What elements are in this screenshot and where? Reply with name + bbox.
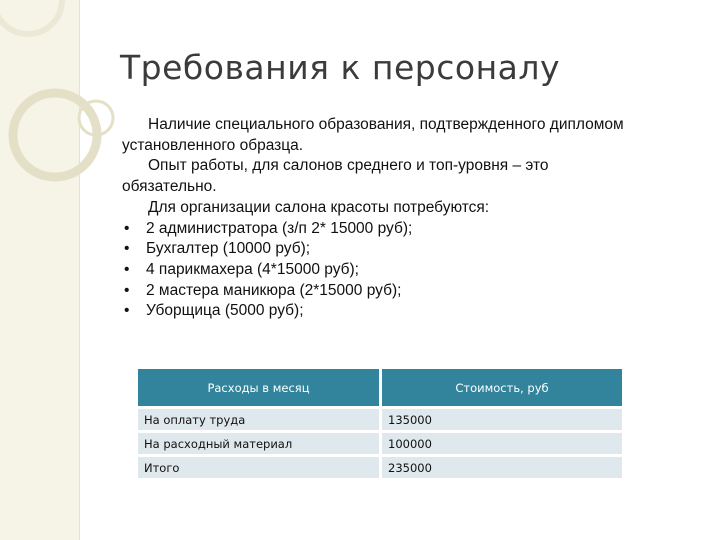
bullet-icon: • [124,260,130,278]
list-item [122,301,642,322]
table-cell-label: На оплату труда [138,409,382,430]
list-item [122,281,642,302]
paragraph-education: Наличие специального образования, подтвержденного дипломом установленного образца. [122,116,624,154]
decorative-side-panel [0,0,80,540]
table-row [138,433,622,454]
list-item-text: 2 мастера маникюра (2*15000 руб); [146,281,402,299]
bullet-icon: • [124,219,130,237]
table-cell-value: 235000 [382,457,622,478]
slide-body [122,115,642,322]
costs-table [138,366,622,481]
list-item-text: Бухгалтер (10000 руб); [146,240,311,258]
table-cell-value: 135000 [382,409,622,430]
table-cell-label: Итого [138,457,382,478]
paragraph-experience: Опыт работы, для салонов среднего и топ-уровня – это обязательно. [122,157,549,196]
column-header-cost: Стоимость, руб [382,369,622,406]
list-item-text: Уборщица (5000 руб); [146,302,304,320]
list-item [122,239,642,260]
table-row [138,409,622,430]
list-item-text: 2 администратора (з/п 2* 15000 руб); [146,219,413,237]
list-item [122,260,642,281]
list-item-text: 4 парикмахера (4*15000 руб); [146,260,359,278]
column-header-expenses: Расходы в месяц [138,369,382,406]
bullet-icon: • [124,302,130,320]
list-item [122,219,642,240]
bullet-icon: • [124,281,130,299]
table-row [138,457,622,478]
slide-title: Требования к персоналу [120,48,560,87]
paragraph-staff-intro: Для организации салона красоты потребуются: [148,198,490,216]
staff-list [122,219,642,323]
table-cell-value: 100000 [382,433,622,454]
table-cell-label: На расходный материал [138,433,382,454]
table-header-row [138,369,622,406]
bullet-icon: • [124,240,130,258]
